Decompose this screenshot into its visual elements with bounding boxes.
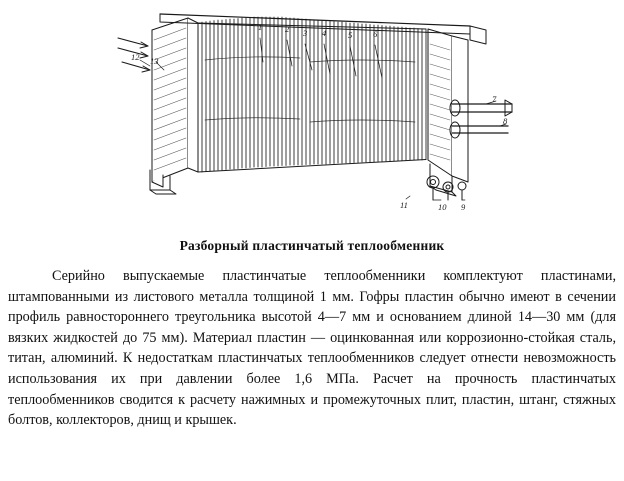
callout-label: 13 bbox=[150, 56, 159, 66]
plate-heat-exchanger-illustration bbox=[0, 0, 624, 232]
article-paragraph: Серийно выпускаемые пластинчатые теплообменники комплектуют пластинами, штампованными из листового металла толщиной 1 мм. Гофры пластин обычно имеют в сечении профиль равностороннего треугольника высотой 4—7 мм и основанием длиной 14—30 мм (для вязких жидкостей до 75 мм). Материал пластин — оцинкованная или коррозионно-стойкая сталь, титан, алюминий. К недостаткам пластинчатых теплообменников следует отнести невозможность использования их при давлении более 1,6 МПа. Расчет на прочность пластинчатых теплообменников сводится к расчету нажимных и промежуточных плит, пластин, штанг, стяжных болтов, коллекторов, днищ и крышек. bbox=[8, 268, 616, 429]
callout-label: 4 bbox=[322, 28, 327, 38]
callout-label: 3 bbox=[303, 28, 308, 38]
figure-caption: Разборный пластинчатый теплообменник bbox=[179, 238, 445, 253]
callout-label: 7 bbox=[492, 94, 497, 104]
callout-label: 6 bbox=[373, 29, 378, 39]
callout-label: 1 bbox=[258, 22, 263, 32]
callout-label: 10 bbox=[438, 202, 447, 212]
callout-label: 12 bbox=[131, 52, 140, 62]
figure-plate-heat-exchanger bbox=[0, 0, 624, 232]
callout-label: 8 bbox=[503, 116, 508, 126]
callout-label: 5 bbox=[348, 30, 353, 40]
callout-label: 9 bbox=[461, 202, 466, 212]
callout-label: 2 bbox=[285, 24, 290, 34]
callout-label: 11 bbox=[400, 200, 408, 210]
